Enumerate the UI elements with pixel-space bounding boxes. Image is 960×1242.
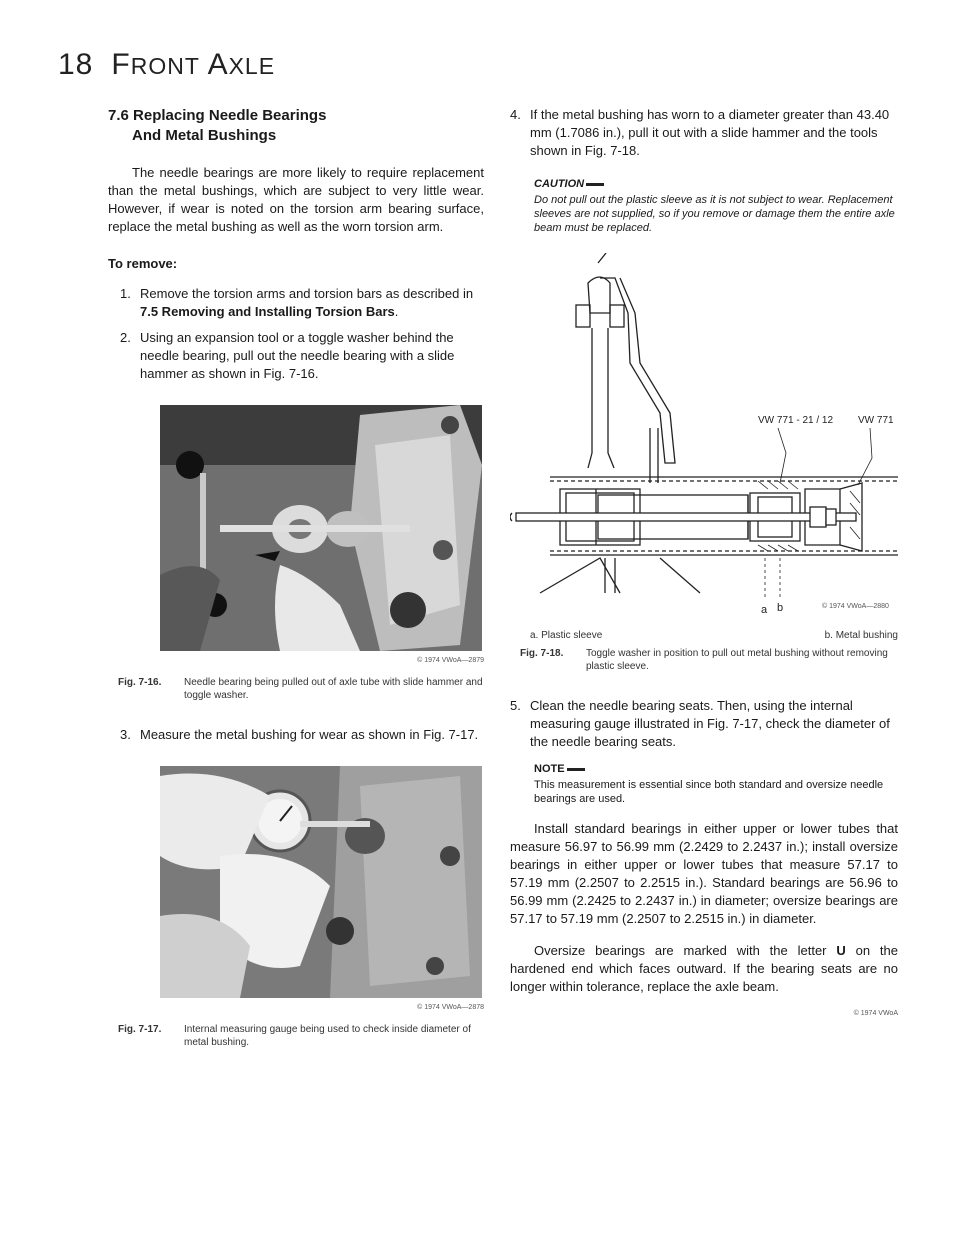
oversize-paragraph: Oversize bearings are marked with the letter U on the hardened end which faces outward. If the bearing seats are no longer within tolerance, replace the axle beam.	[510, 943, 898, 994]
step-3: 3. Measure the metal bushing for wear as shown in Fig. 7-17.	[120, 727, 479, 742]
left-column	[108, 106, 484, 1073]
page-header: 18 FRONT AXLE	[58, 48, 276, 81]
section-title: 7.6 Replacing Needle Bearings And Metal Bushings	[108, 107, 327, 144]
caution-dash	[586, 183, 604, 186]
step-5: 5. Clean the needle bearing seats. Then, using the internal measuring gauge illustrated in Fig. 7-17, check the diameter of the needle bearing seats.	[510, 698, 890, 749]
figure-7-17-copyright: © 1974 VWoA—2878	[417, 1004, 484, 1011]
callout-b: b	[777, 602, 784, 614]
install-paragraph: Install standard bearings in either upper or lower tubes that measure 56.97 to 56.99 mm (2.2429 to 2.2437 in.); install oversize bearings in either upper or lower tubes that measure 57.17 to 57.19 mm (2.2507 to 2.2515 in.). Standard bearings are 56.96 to 56.99 mm (2.2425 to 2.2437 in.) in diameter; oversize bearings are 57.17 to 57.19 mm (2.2507 to 2.2515 in.) in diameter.	[510, 821, 898, 926]
caution-box	[534, 178, 898, 235]
callout-a: a	[761, 604, 768, 616]
figure-7-17-caption: Fig. 7-17. Internal measuring gauge being used to check inside diameter of metal bushing.	[118, 1024, 471, 1048]
figure-7-16-caption: Fig. 7-16. Needle bearing being pulled out of axle tube with slide hammer and toggle washer.	[118, 677, 483, 701]
figure-7-18-copyright: © 1974 VWoA—2880	[822, 603, 889, 610]
section-reference: 7.5 Removing and Installing Torsion Bars	[140, 304, 395, 319]
caution-body: Do not pull out the plastic sleeve as it is not subject to wear. Replacement sleeves are not supplied, so if you remove or damage them the entire axle beam must be replaced.	[534, 194, 895, 234]
caution-heading: CAUTION	[534, 178, 585, 190]
page-copyright: © 1974 VWoA	[853, 1010, 898, 1017]
tool-label-vw771: VW 771	[858, 415, 894, 426]
figure-7-18-caption: Fig. 7-18. Toggle washer in position to pull out metal bushing without removing plastic sleeve.	[520, 648, 888, 672]
note-dash	[567, 768, 585, 771]
note-heading: NOTE	[534, 763, 565, 775]
legend-plastic-sleeve: a. Plastic sleeve	[530, 630, 603, 641]
right-column	[510, 106, 898, 1017]
legend-metal-bushing: b. Metal bushing	[824, 630, 898, 641]
to-remove-heading: To remove:	[108, 256, 178, 271]
page-number: 18	[58, 48, 94, 81]
step-4: 4. If the metal bushing has worn to a diameter greater than 43.40 mm (1.7086 in.), pull it out with a slide hammer and the tools shown in Fig. 7-18.	[510, 107, 890, 158]
tool-label-vw771-21-12: VW 771 - 21 / 12	[758, 415, 834, 426]
step-1: 1. Remove the torsion arms and torsion bars as described in 7.5 Removing and Installing Torsion Bars.	[120, 286, 474, 319]
figure-7-17-photo	[160, 766, 482, 998]
torsion-arm-drawing	[510, 253, 898, 598]
letter-u: U	[836, 943, 846, 958]
measuring-gauge-photo-illustration	[160, 766, 482, 998]
note-box	[534, 763, 898, 806]
figure-7-16-photo	[160, 405, 482, 651]
figure-7-16-copyright: © 1974 VWoA—2879	[417, 657, 484, 664]
note-body: This measurement is essential since both standard and oversize needle bearings are used.	[534, 779, 884, 805]
slide-hammer-photo-illustration	[160, 405, 482, 651]
intro-paragraph: The needle bearings are more likely to require replacement than the metal bushings, which are subject to very little wear. However, if wear is noted on the torsion arm bearing surface, replace the metal bushing as well as the worn torsion arm.	[108, 165, 484, 234]
step-2: 2. Using an expansion tool or a toggle washer behind the needle bearing, pull out the needle bearing with a slide hammer as shown in Fig. 7-16.	[120, 330, 455, 381]
figure-7-18-legend	[530, 630, 898, 641]
figure-7-18-diagram	[510, 253, 898, 623]
